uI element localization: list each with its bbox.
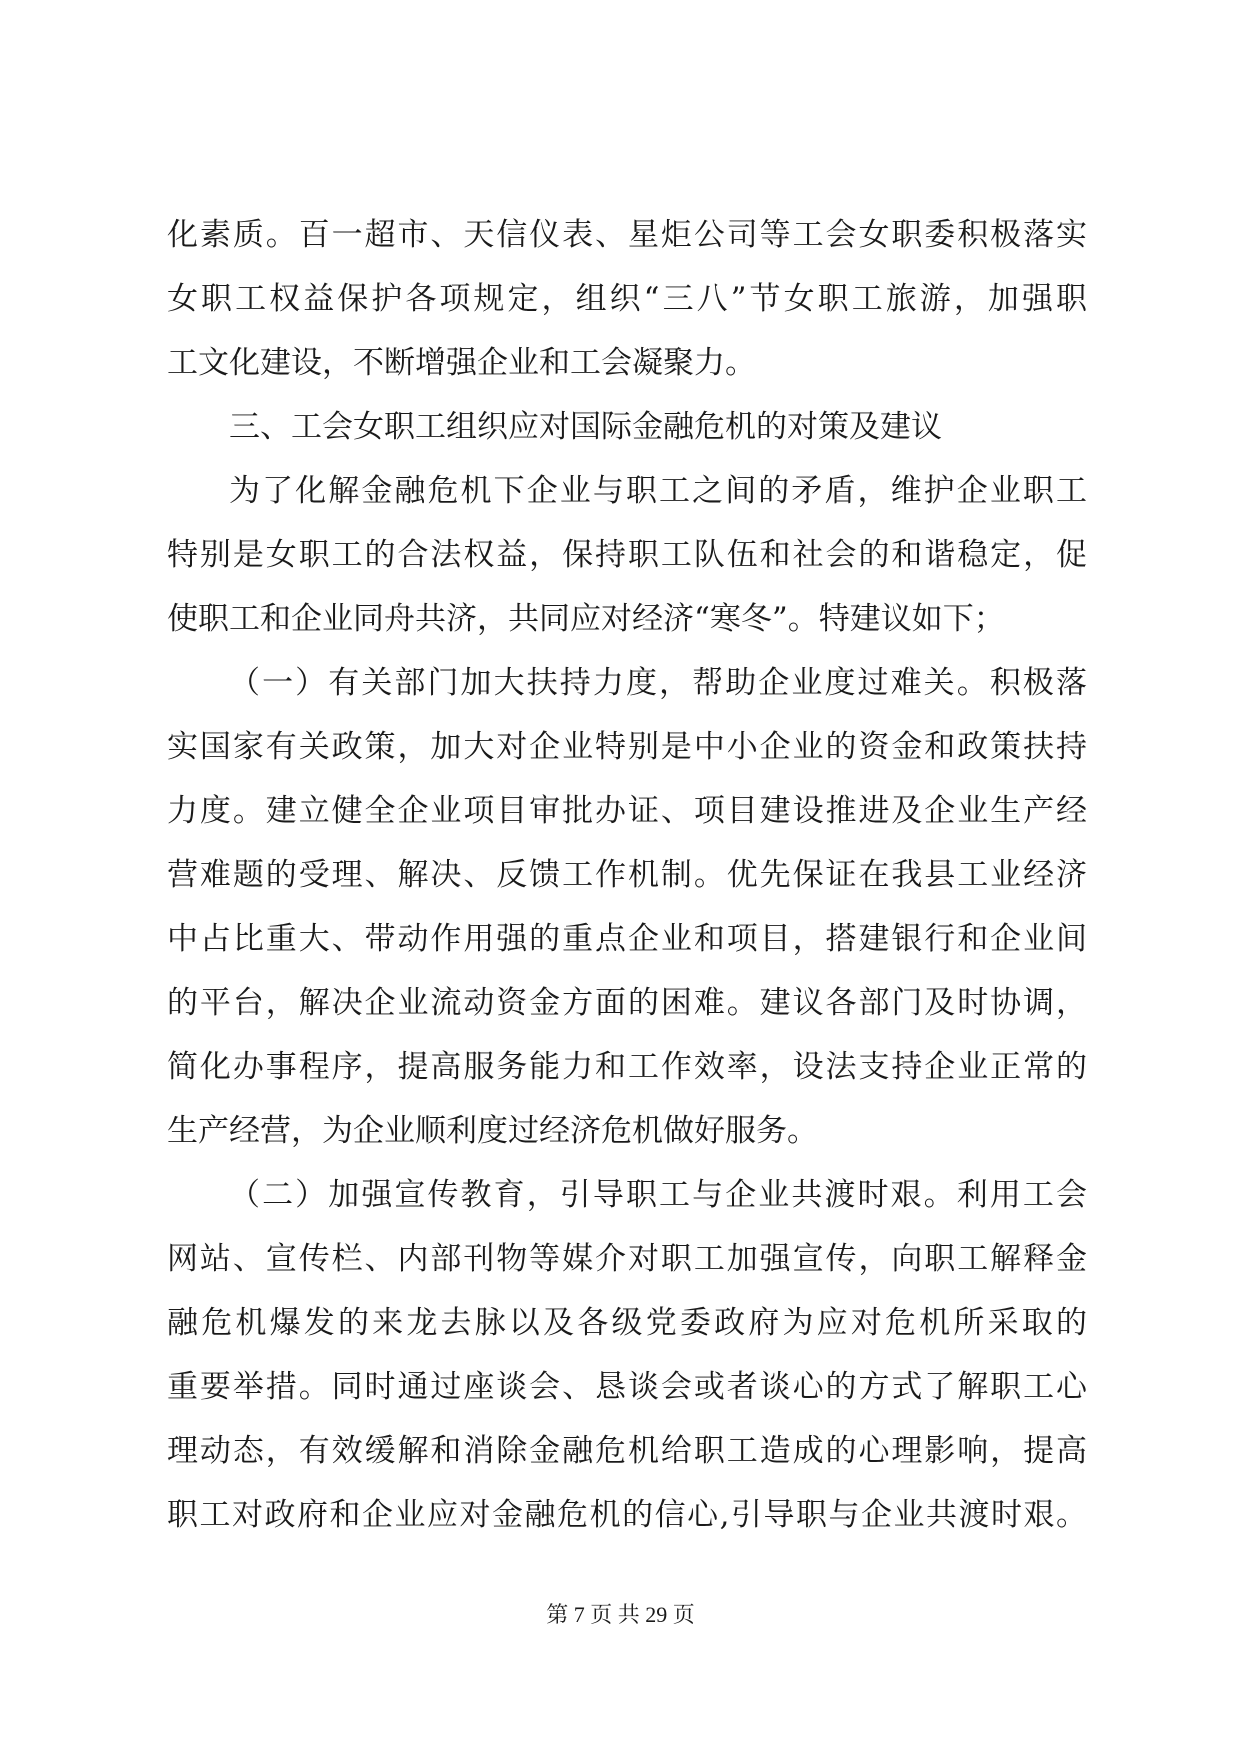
- text-line: 女职工权益保护各项规定，组织“三八”节女职工旅游，加强职: [167, 281, 1087, 317]
- text-line: 工文化建设，不断增强企业和工会凝聚力。: [167, 345, 756, 381]
- text-line: 职工对政府和企业应对金融危机的信心,引导职与企业共渡时艰。: [167, 1497, 1087, 1533]
- text-line: （二）加强宣传教育，引导职工与企业共渡时艰。利用工会: [229, 1177, 1087, 1213]
- text-line: 化素质。百一超市、天信仪表、星炬公司等工会女职委积极落实: [167, 217, 1087, 253]
- text-line: 融危机爆发的来龙去脉以及各级党委政府为应对危机所采取的: [167, 1305, 1087, 1341]
- text-line: 重要举措。同时通过座谈会、恳谈会或者谈心的方式了解职工心: [167, 1369, 1087, 1405]
- text-line: 三、工会女职工组织应对国际金融危机的对策及建议: [229, 409, 942, 445]
- text-line: 网站、宣传栏、内部刊物等媒介对职工加强宣传，向职工解释金: [167, 1241, 1087, 1277]
- body-text: [167, 203, 1087, 1547]
- text-line: 营难题的受理、解决、反馈工作机制。优先保证在我县工业经济: [167, 857, 1087, 893]
- page-number-footer: 第 7 页 共 29 页: [546, 1602, 695, 1627]
- text-line: 使职工和企业同舟共济，共同应对经济“寒冬”。特建议如下；: [167, 601, 1005, 637]
- text-line: 简化办事程序，提高服务能力和工作效率，设法支持企业正常的: [167, 1049, 1087, 1085]
- text-line: 生产经营，为企业顺利度过经济危机做好服务。: [167, 1113, 818, 1149]
- text-line: （一）有关部门加大扶持力度，帮助企业度过难关。积极落: [229, 665, 1087, 701]
- text-line: 的平台，解决企业流动资金方面的困难。建议各部门及时协调，: [167, 985, 1087, 1021]
- text-line: 中占比重大、带动作用强的重点企业和项目，搭建银行和企业间: [167, 921, 1087, 957]
- text-line: 特别是女职工的合法权益，保持职工队伍和社会的和谐稳定，促: [167, 537, 1087, 573]
- text-line: 力度。建立健全企业项目审批办证、项目建设推进及企业生产经: [167, 793, 1087, 829]
- text-line: 实国家有关政策，加大对企业特别是中小企业的资金和政策扶持: [167, 729, 1087, 765]
- text-line: 为了化解金融危机下企业与职工之间的矛盾，维护企业职工: [229, 473, 1087, 509]
- text-line: 理动态，有效缓解和消除金融危机给职工造成的心理影响，提高: [167, 1433, 1087, 1469]
